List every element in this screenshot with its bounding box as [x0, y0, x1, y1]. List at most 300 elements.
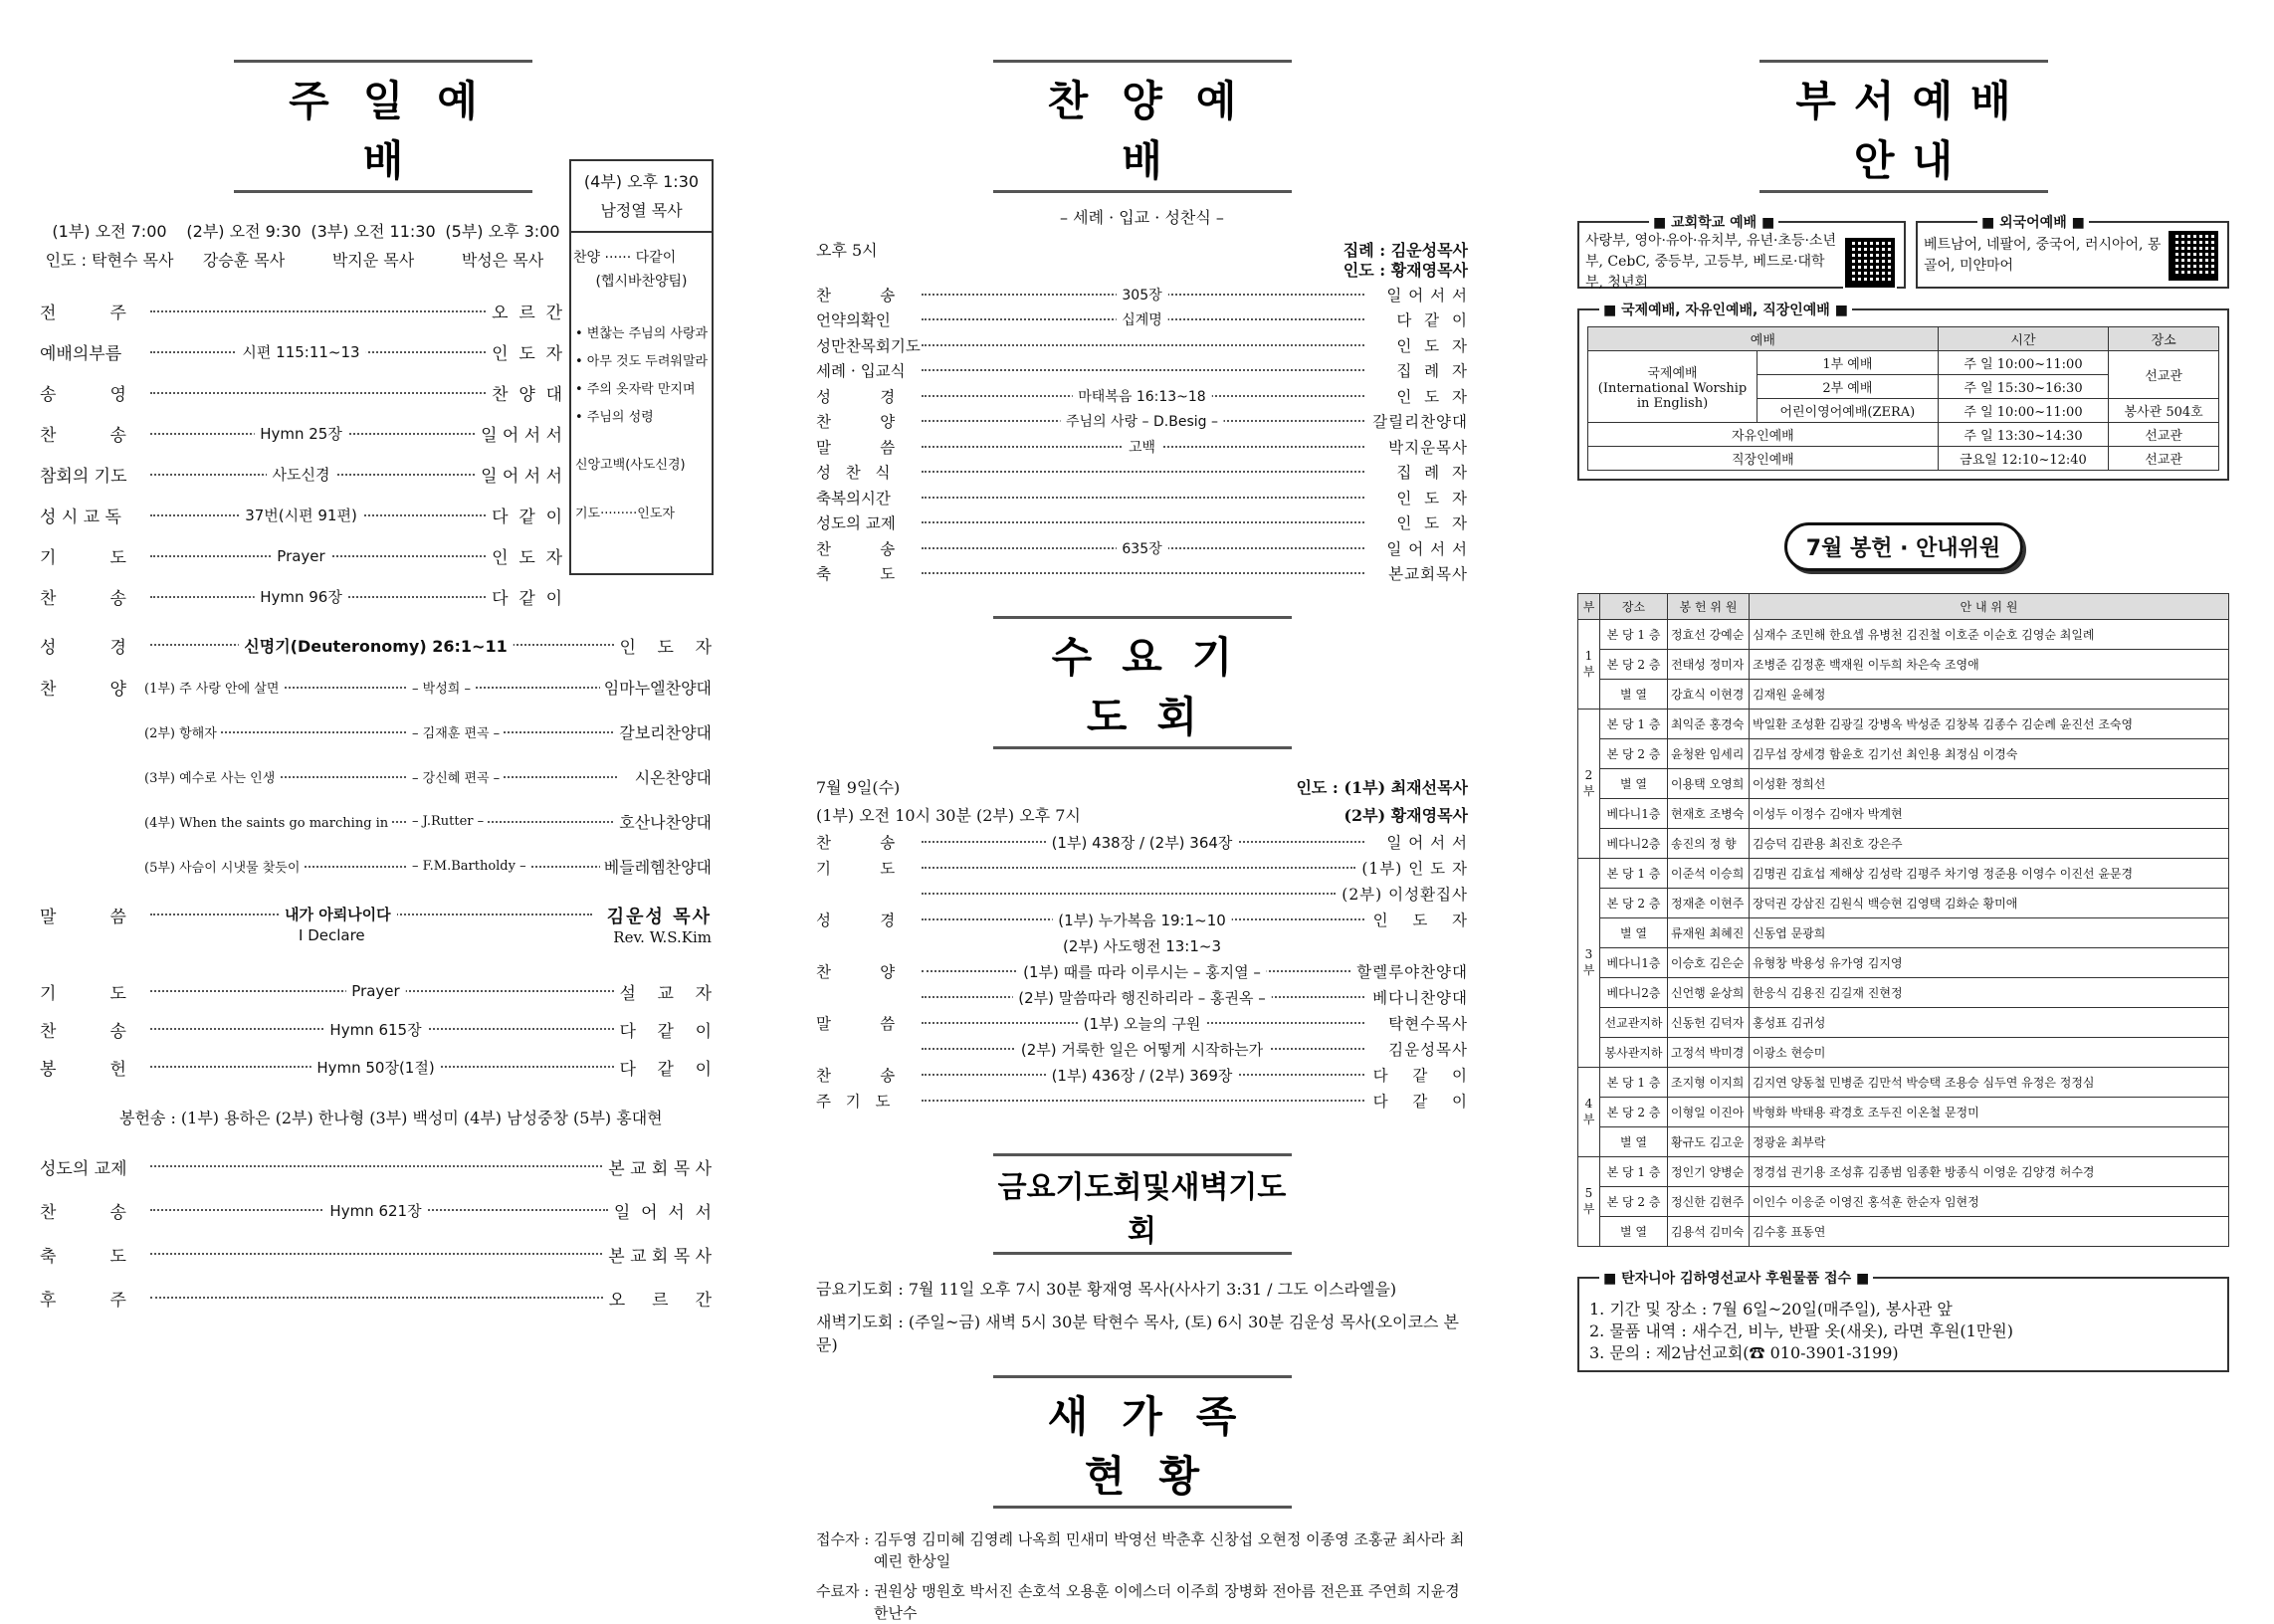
usher-guides: 정경섭 권기용 조성휴 김종범 임종환 방종식 이영운 김양경 허수경 — [1750, 1157, 2229, 1187]
usher-location: 별 열 — [1600, 918, 1668, 948]
usher-guides: 이성두 이정수 김애자 박계현 — [1750, 799, 2229, 829]
order-label: 찬 송 — [40, 589, 126, 609]
order-performer: 일 어 서 서 — [481, 467, 562, 487]
service-leader: 강승훈 목사 — [202, 251, 286, 270]
dawn-line: 새벽기도회 : (주일~금) 새벽 5시 30분 탁현수 목사, (토) 6시 30분 김운성 목사(오이코스 본문) — [816, 1313, 1459, 1354]
anthem-composer: – 강신혜 편곡 – — [408, 767, 504, 786]
order-performer: 본 교 회 목 사 — [608, 1246, 712, 1267]
order-performer: 일 어 서 서 — [1386, 286, 1468, 304]
order-label: 축 도 — [40, 1246, 126, 1267]
order-label: 주 기 도 — [816, 1093, 891, 1111]
order-performer: 인 도 자 — [1372, 912, 1468, 929]
sunday-worship-column — [40, 0, 726, 1339]
department-column — [1577, 0, 2229, 1362]
intl-time: 주 일 10:00~11:00 — [1938, 399, 2109, 423]
usher-location: 본 당 2 층 — [1600, 739, 1668, 769]
order-row — [816, 434, 1468, 460]
dotted-leader — [150, 1297, 603, 1299]
order-label: 참회의 기도 — [40, 467, 127, 487]
usher-guides: 김승덕 김관용 최진호 강은주 — [1750, 829, 2229, 859]
order-row — [816, 1010, 1468, 1036]
order-row — [816, 485, 1468, 510]
side-song: • 주님의 성령 — [575, 410, 654, 425]
dotted-leader — [150, 1253, 602, 1255]
completed-label: 수료자 : — [816, 1582, 870, 1600]
order-performer: 집 례 자 — [1396, 362, 1468, 381]
usher-offering: 정효선 강예순 — [1668, 620, 1750, 650]
usher-offering: 류재원 최혜진 — [1668, 918, 1750, 948]
dotted-leader — [922, 497, 1364, 499]
other-name: 직장인예배 — [1588, 447, 1939, 471]
service4-leader: 남정열 목사 — [600, 201, 683, 220]
order-row — [816, 881, 1468, 907]
sunday-worship-title: 주일예배 — [234, 60, 532, 193]
usher-guides: 박형화 박태용 곽경호 조두진 이온철 문정미 — [1750, 1098, 2229, 1127]
other-time: 금요일 12:10~12:40 — [1938, 447, 2109, 471]
praise-time: 오후 5시 — [816, 241, 878, 260]
order-item: Hymn 621장 — [323, 1200, 427, 1221]
usher-offering: 현재호 조병숙 — [1668, 799, 1750, 829]
usher-location: 본 당 2 층 — [1600, 1098, 1668, 1127]
order-row — [40, 291, 562, 331]
order-performer: 일 어 서 서 — [481, 426, 562, 446]
order-label: 축 도 — [816, 565, 896, 584]
order-row — [40, 454, 562, 495]
dotted-leader — [922, 521, 1364, 523]
usher-row — [1578, 769, 2229, 799]
usher-row — [1578, 739, 2229, 769]
service4-box — [569, 159, 714, 575]
usher-guides: 김지연 양동철 민병준 김만석 박승택 조용승 심두연 유정은 정정심 — [1750, 1068, 2229, 1098]
intl-header: 예배 — [1588, 327, 1939, 351]
anthem-row — [40, 844, 712, 889]
service-leader: 박지운 목사 — [331, 251, 415, 270]
usher-offering: 고정석 박미경 — [1668, 1038, 1750, 1068]
usher-offering: 정재춘 이현주 — [1668, 889, 1750, 918]
usher-location: 베다니1층 — [1600, 948, 1668, 978]
side-song: • 아무 것도 두려워말라 — [575, 354, 709, 369]
usher-location: 봉사관지하 — [1600, 1038, 1668, 1068]
order-performer: 베다니찬양대 — [1372, 989, 1468, 1007]
missionary-item: 1. 기간 및 장소 : 7월 6일~20일(매주일), 봉사관 앞 — [1589, 1300, 1953, 1319]
foreign-worship-box — [1916, 215, 2229, 289]
usher-header: 부 — [1578, 594, 1600, 620]
usher-row — [1578, 1187, 2229, 1217]
completed-names: 권원상 맹원호 박서진 손호석 오용훈 이에스더 이주희 장병화 전아름 전은표 주연희 지윤경 한난수 — [874, 1582, 1460, 1622]
order-performer: 인 도 자 — [1396, 336, 1468, 355]
usher-header: 봉 헌 위 원 — [1668, 594, 1750, 620]
order-label: 기 도 — [40, 983, 126, 1004]
order-item: Hymn 50장(1절) — [310, 1057, 440, 1078]
usher-guides: 김재원 윤혜정 — [1750, 680, 2229, 710]
sermon-preacher: 김운성 목사 — [606, 907, 712, 927]
order-performer: (1부) 인 도 자 — [1361, 860, 1468, 878]
order-item: Hymn 25장 — [254, 423, 348, 444]
praise-presider: 집례 : 김운성목사 — [1343, 241, 1468, 260]
usher-offering: 송진의 정 향 — [1668, 829, 1750, 859]
sermon-label: 말 씀 — [40, 907, 126, 927]
foreign-worship-title: ■ 외국어예배 ■ — [1977, 212, 2089, 232]
order-item: 635장 — [1116, 538, 1167, 558]
usher-location: 선교관지하 — [1600, 1008, 1668, 1038]
order-performer: 다 같 이 — [1396, 311, 1468, 330]
usher-offering: 정인기 양병순 — [1668, 1157, 1750, 1187]
order-performer: 다 같 이 — [619, 1021, 712, 1042]
usher-guides: 이성환 정희선 — [1750, 769, 2229, 799]
praise-subtitle: – 세례 · 입교 · 성찬식 – — [1060, 208, 1224, 227]
order-performer: 다 같 이 — [1372, 1093, 1468, 1111]
usher-row — [1578, 1157, 2229, 1187]
order-item: Prayer — [345, 982, 405, 1000]
other-worship-row — [1588, 447, 2219, 471]
order-row — [816, 1062, 1468, 1088]
usher-row — [1578, 889, 2229, 918]
usher-row — [1578, 829, 2229, 859]
dotted-leader — [922, 1100, 1364, 1102]
intl-row — [1588, 351, 2219, 375]
order-item: 시편 115:11~13 — [236, 341, 365, 362]
sunday-order-list-3 — [40, 1144, 712, 1320]
service4-praise: 찬양 ······ 다같이 — [573, 250, 677, 266]
order-label: 기 도 — [816, 860, 896, 878]
usher-location: 별 열 — [1600, 769, 1668, 799]
order-row — [816, 282, 1468, 307]
order-item: (1부) 누가복음 19:1~10 — [1052, 910, 1232, 930]
church-school-title: ■ 교회학교 예배 ■ — [1649, 212, 1778, 232]
order-performer: 갈릴리찬양대 — [1372, 413, 1468, 432]
usher-offering: 조지형 이지희 — [1668, 1068, 1750, 1098]
usher-guides: 김무섭 장세경 함윤호 김기선 최인용 최정심 이경숙 — [1750, 739, 2229, 769]
order-performer: 일 어 서 서 — [1386, 539, 1468, 558]
order-performer: 일 어 서 서 — [1386, 834, 1468, 852]
order-item: 고백 — [1123, 437, 1161, 457]
department-title: 부서예배안내 — [1759, 60, 2048, 193]
qr-code-icon[interactable] — [2169, 231, 2218, 281]
order-item: (2부) 사도행전 13:1~3 — [1057, 935, 1227, 956]
usher-guides: 정광윤 최부락 — [1750, 1127, 2229, 1157]
usher-offering: 이준석 이승희 — [1668, 859, 1750, 889]
order-row — [816, 907, 1468, 932]
order-performer: 일 어 서 서 — [613, 1202, 712, 1223]
usher-guides: 이인수 이응준 이영진 홍석훈 한순자 임현정 — [1750, 1187, 2229, 1217]
friday-title: 금요기도회및새벽기도회 — [993, 1153, 1292, 1255]
praise-worship-title: 찬양예배 — [993, 60, 1292, 193]
usher-offering: 정신한 김현주 — [1668, 1187, 1750, 1217]
usher-offering: 전태성 정미자 — [1668, 650, 1750, 680]
order-label: 찬 송 — [816, 1067, 896, 1085]
other-name: 자유인예배 — [1588, 423, 1939, 447]
intl-worship-box — [1577, 303, 2229, 481]
order-performer: 할렐루야찬양대 — [1356, 963, 1468, 981]
anthem-row — [40, 754, 712, 799]
order-row — [40, 1144, 712, 1188]
order-item: 주님의 사랑 – D.Besig – — [1060, 411, 1224, 431]
usher-location: 본 당 1 층 — [1600, 859, 1668, 889]
usher-location: 베다니1층 — [1600, 799, 1668, 829]
order-label: 찬 양 — [816, 963, 896, 981]
usher-location: 본 당 2 층 — [1600, 889, 1668, 918]
usher-guides: 장덕권 강삼진 김원식 백승현 김영택 김화순 황미애 — [1750, 889, 2229, 918]
order-row — [816, 409, 1468, 435]
order-performer: 다 같 이 — [1372, 1067, 1468, 1085]
order-label: 찬 양 — [816, 413, 896, 432]
other-place: 선교관 — [2109, 423, 2219, 447]
usher-row — [1578, 799, 2229, 829]
usher-offering: 김용석 김미숙 — [1668, 1217, 1750, 1247]
service-time: (3부) 오전 11:30 — [310, 222, 436, 241]
order-label: 찬 송 — [816, 834, 896, 852]
foreign-worship-text: 베트남어, 네팔어, 중국어, 러시아어, 몽골어, 미얀마어 — [1924, 237, 2162, 274]
service-time: (2부) 오전 9:30 — [186, 222, 302, 241]
usher-location: 별 열 — [1600, 680, 1668, 710]
order-performer: 인 도 자 — [492, 344, 562, 364]
usher-guides: 신동엽 문광희 — [1750, 918, 2229, 948]
order-label: 찬 송 — [816, 539, 896, 558]
anthem-row — [40, 799, 712, 844]
usher-location: 본 당 2 층 — [1600, 1187, 1668, 1217]
usher-guides: 유형창 박용성 유가영 김지영 — [1750, 948, 2229, 978]
anthem-composer: – F.M.Bartholdy – — [408, 859, 530, 874]
order-label: 봉 헌 — [40, 1059, 126, 1080]
registered-names: 김두영 김미혜 김영례 나옥희 민새미 박영선 박춘후 신창섭 오현정 이종영 조홍균 최사라 최예린 한상일 — [874, 1530, 1465, 1570]
order-label: 성도의 교제 — [816, 514, 896, 533]
praise-worship-column — [816, 0, 1468, 1622]
anthem-choir: 베들레헴찬양대 — [600, 855, 712, 878]
order-row — [816, 535, 1468, 561]
dotted-leader — [922, 369, 1364, 371]
order-label: 말 씀 — [816, 1015, 896, 1033]
sermon-subtitle: I Declare — [299, 926, 365, 944]
order-label: 후 주 — [40, 1290, 126, 1311]
dotted-leader — [922, 344, 1364, 346]
sunday-order-list — [40, 291, 562, 617]
intl-header: 장소 — [2109, 327, 2219, 351]
order-row — [816, 561, 1468, 587]
intl-group: 국제예배 (International Worship in English) — [1588, 351, 1757, 423]
usher-row — [1578, 650, 2229, 680]
side-song: • 주의 옷자락 만지며 — [575, 382, 696, 397]
usher-row — [1578, 1008, 2229, 1038]
qr-code-icon[interactable] — [1845, 238, 1895, 288]
order-label: 세례 · 입교식 — [816, 362, 906, 381]
service-time-block — [40, 219, 179, 271]
usher-header: 장소 — [1600, 594, 1668, 620]
new-family-title: 새가족현황 — [993, 1375, 1292, 1509]
service-leader: 인도 : 탁현수 목사 — [45, 251, 174, 270]
dotted-leader — [922, 867, 1355, 869]
service-time-block — [179, 219, 309, 271]
order-label: 성 찬 식 — [816, 464, 891, 483]
sermon-title: 내가 아뢰나이다 — [279, 904, 397, 924]
anthem-choir: 호산나찬양대 — [615, 810, 712, 833]
order-row — [816, 984, 1468, 1010]
order-row — [40, 1232, 712, 1276]
order-label: 찬 송 — [40, 1021, 126, 1042]
anthem-title: (3부) 예수로 사는 인생 — [144, 767, 279, 786]
anthem-list — [40, 665, 712, 889]
order-item: 마태복음 16:13~18 — [1072, 386, 1211, 406]
order-performer: 김운성목사 — [1388, 1041, 1468, 1059]
order-performer: 다 같 이 — [619, 1059, 712, 1080]
friday-line: 금요기도회 : 7월 11일 오후 7시 30분 황재영 목사(사사기 3:31 / 그도 이스라엘을) — [816, 1280, 1397, 1299]
usher-guides: 홍성표 김귀성 — [1750, 1008, 2229, 1038]
order-row — [816, 958, 1468, 984]
order-performer: 오 르 간 — [492, 304, 562, 323]
anthem-choir: 갈보리찬양대 — [615, 720, 712, 743]
usher-guides: 김수홍 표동연 — [1750, 1217, 2229, 1247]
order-item: 사도신경 — [267, 464, 336, 485]
order-performer: 인 도 자 — [1396, 387, 1468, 406]
intl-worship-title: ■ 국제예배, 자유인예배, 직장인예배 ■ — [1599, 300, 1852, 319]
service-time-block — [309, 219, 438, 271]
intl-header: 시간 — [1938, 327, 2109, 351]
scripture-label: 성 경 — [40, 637, 126, 658]
usher-offering: 윤청완 임세리 — [1668, 739, 1750, 769]
order-item: 305장 — [1116, 285, 1167, 304]
order-label: 성도의 교제 — [40, 1158, 127, 1179]
scripture-text: 신명기(Deuteronomy) 26:1~11 — [238, 634, 513, 657]
order-row — [816, 932, 1468, 958]
order-performer: 설 교 자 — [619, 983, 712, 1004]
order-row — [40, 576, 562, 617]
anthem-composer: – 김재훈 편곡 – — [408, 722, 504, 741]
church-school-text: 사랑부, 영아·유아·유치부, 유년·초등·소년부, CebC, 중등부, 고등부, 베드로·대학부, 청년회 — [1585, 233, 1836, 291]
order-performer: 본교회목사 — [1388, 565, 1468, 584]
order-performer: 인 도 자 — [1396, 514, 1468, 533]
praise-order-list — [816, 282, 1468, 586]
usher-row — [1578, 680, 2229, 710]
usher-part: 1부 — [1578, 620, 1600, 710]
sunday-order-list-2 — [40, 972, 712, 1086]
order-item: (2부) 말씀따라 행진하리라 – 홍권옥 – — [1012, 987, 1271, 1008]
usher-offering: 신동헌 김덕자 — [1668, 1008, 1750, 1038]
dotted-leader — [150, 392, 486, 394]
missionary-box — [1577, 1271, 2229, 1372]
order-label: 성 시 교 독 — [40, 508, 121, 527]
order-item: (1부) 436장 / (2부) 369장 — [1046, 1065, 1239, 1086]
order-performer: 인 도 자 — [492, 548, 562, 568]
order-label: 성 경 — [816, 387, 896, 406]
usher-row — [1578, 918, 2229, 948]
usher-guides: 심재수 조민해 한요셉 유병천 김진철 이호준 이순호 김영순 최일례 — [1750, 620, 2229, 650]
order-performer: 본 교 회 목 사 — [608, 1158, 712, 1179]
order-row — [40, 331, 562, 372]
order-item: (1부) 438장 / (2부) 364장 — [1046, 832, 1239, 853]
usher-offering: 최익준 홍경숙 — [1668, 710, 1750, 739]
usher-location: 별 열 — [1600, 1127, 1668, 1157]
order-label: 예배의부름 — [40, 344, 122, 364]
service4-praise-team: (헵시바찬양팀) — [595, 274, 688, 290]
order-label: 찬 송 — [816, 286, 896, 304]
order-item: Hymn 615장 — [323, 1019, 427, 1040]
usher-part: 5부 — [1578, 1157, 1600, 1247]
order-row — [816, 460, 1468, 486]
sermon-preacher-en: Rev. W.S.Kim — [613, 928, 712, 946]
usher-row — [1578, 978, 2229, 1008]
anthem-choir: 시온찬양대 — [631, 765, 712, 788]
usher-row — [1578, 1038, 2229, 1068]
ushers-title: 7월 봉헌 · 안내위원 — [1784, 522, 2023, 571]
anthem-title: (1부) 주 사랑 안에 살면 — [144, 678, 283, 697]
usher-header: 안 내 위 원 — [1750, 594, 2229, 620]
order-performer: 박지운목사 — [1388, 438, 1468, 457]
order-row — [40, 1010, 712, 1048]
usher-guides: 한응식 김용진 김길재 진현정 — [1750, 978, 2229, 1008]
wednesday-order-list — [816, 829, 1468, 1114]
usher-row — [1578, 1098, 2229, 1127]
usher-location: 본 당 1 층 — [1600, 620, 1668, 650]
usher-location: 별 열 — [1600, 1217, 1668, 1247]
order-row — [816, 383, 1468, 409]
usher-guides: 조병준 김정훈 백재원 이두희 차은숙 조영애 — [1750, 650, 2229, 680]
other-time: 주 일 13:30~14:30 — [1938, 423, 2109, 447]
order-row — [816, 510, 1468, 536]
dotted-leader — [922, 893, 1336, 895]
registered-label: 접수자 : — [816, 1530, 870, 1548]
order-performer: 다 같 이 — [492, 589, 562, 609]
order-item: 37번(시편 91편) — [239, 505, 363, 525]
order-row — [40, 1188, 712, 1232]
order-row — [40, 1276, 712, 1320]
order-row — [816, 307, 1468, 333]
usher-row — [1578, 948, 2229, 978]
intl-name: 어린이영어예배(ZERA) — [1757, 399, 1939, 423]
order-item: (2부) 거룩한 일은 어떻게 시작하는가 — [1015, 1039, 1269, 1060]
dotted-leader — [922, 471, 1364, 473]
usher-location: 베다니2층 — [1600, 829, 1668, 859]
order-row — [40, 495, 562, 535]
anthem-row — [40, 665, 712, 710]
anthem-choir: 임마누엘찬양대 — [600, 676, 712, 699]
other-worship-row — [1588, 423, 2219, 447]
order-label: 성만찬목회기도 — [816, 336, 921, 355]
order-performer: 다 같 이 — [492, 508, 562, 527]
anthem-row — [40, 710, 712, 754]
dotted-leader — [922, 572, 1364, 574]
intl-time: 주 일 15:30~16:30 — [1938, 375, 2109, 399]
anthem-title: (2부) 항해자 — [144, 722, 221, 741]
usher-row — [1578, 710, 2229, 739]
order-item: Prayer — [271, 547, 330, 565]
ushers-table — [1577, 593, 2229, 1247]
order-label: 축복의시간 — [816, 489, 891, 508]
intl-name: 2부 예배 — [1757, 375, 1939, 399]
usher-location: 본 당 1 층 — [1600, 1157, 1668, 1187]
wednesday-leader2: (2부) 황재영목사 — [1344, 806, 1468, 825]
order-row — [816, 1036, 1468, 1062]
order-label: 전 주 — [40, 304, 126, 323]
offering-songs: 봉헌송 : (1부) 용하은 (2부) 한나형 (3부) 백성미 (4부) 남성중창 (5부) 홍대현 — [119, 1109, 663, 1127]
wednesday-title: 수요기도회 — [993, 616, 1292, 749]
intl-place: 선교관 — [2109, 351, 2219, 399]
order-performer: 인 도 자 — [1396, 489, 1468, 508]
usher-offering: 이승호 김은순 — [1668, 948, 1750, 978]
intl-name: 1부 예배 — [1757, 351, 1939, 375]
scripture-row — [40, 625, 712, 665]
dotted-leader — [150, 1165, 602, 1167]
usher-row — [1578, 1068, 2229, 1098]
order-item: Hymn 96장 — [254, 586, 348, 607]
anthem-composer: – 박성희 – — [408, 678, 475, 697]
service4-prayer: 기도·········인도자 — [575, 507, 675, 521]
missionary-item: 2. 물품 내역 : 새수건, 비누, 반팔 옷(새옷), 라면 후원(1만원) — [1589, 1321, 2013, 1340]
order-row — [816, 855, 1468, 881]
service4-time: (4부) 오후 1:30 — [583, 172, 700, 191]
order-item: 십계명 — [1116, 309, 1168, 329]
anthem-title: (4부) When the saints go marching in — [144, 812, 392, 831]
wednesday-leader1: 인도 : (1부) 최재선목사 — [1296, 778, 1468, 797]
order-label: 성 경 — [816, 912, 896, 929]
